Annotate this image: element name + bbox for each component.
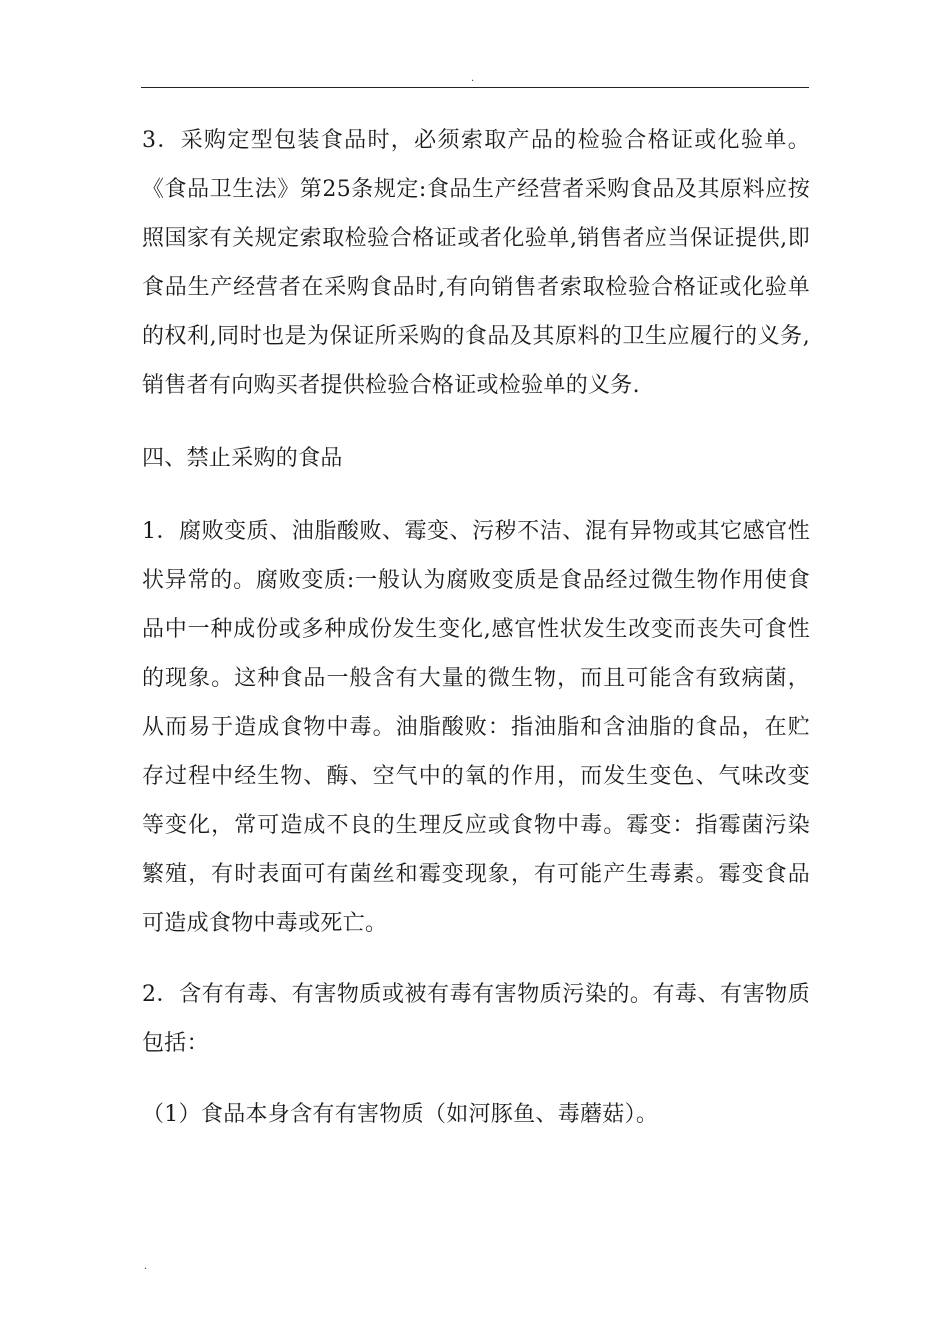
header-rule <box>141 87 809 88</box>
paragraph-toxic-substances: 2．含有有毒、有害物质或被有毒有害物质污染的。有毒、有害物质包括： <box>142 982 810 1056</box>
paragraph-procurement-certificate: 3．采购定型包装食品时，必须索取产品的检验合格证或化验单。《食品卫生法》第25条规定:食品生产经营者采购食品及其原料应按照国家有关规定索取检验合格证或者化验单,销售者应当保证提供,即食品生产经营者在采购食品时,有向销售者索取检验合格证或化验单的权利,同时也是为保证所采购的食品及其原料的卫生应履行的义务,销售者有向购买者提供检验合格证或检验单的义务. <box>142 128 810 398</box>
paragraph-spoiled-foods: 1．腐败变质、油脂酸败、霉变、污秽不洁、混有异物或其它感官性状异常的。腐败变质:一般认为腐败变质是食品经过微生物作用使食品中一种成份或多种成份发生变化,感官性状发生改变而丧失可食性的现象。这种食品一般含有大量的微生物，而且可能含有致病菌，从而易于造成食物中毒。油脂酸败：指油脂和含油脂的食品，在贮存过程中经生物、酶、空气中的氧的作用，而发生变色、气味改变等变化，常可造成不良的生理反应或食物中毒。霉变：指霉菌污染繁殖，有时表面可有菌丝和霉变现象，有可能产生毒素。霉变食品可造成食物中毒或死亡。 <box>142 519 810 936</box>
section-heading-prohibited-foods: 四、禁止采购的食品 <box>142 446 343 471</box>
footer-dot: . <box>144 1261 148 1272</box>
header-dot: . <box>471 73 475 84</box>
paragraph-natural-toxins: （1）食品本身含有有害物质（如河豚鱼、毒蘑菇）。 <box>142 1102 659 1127</box>
document-body <box>142 116 810 1139</box>
